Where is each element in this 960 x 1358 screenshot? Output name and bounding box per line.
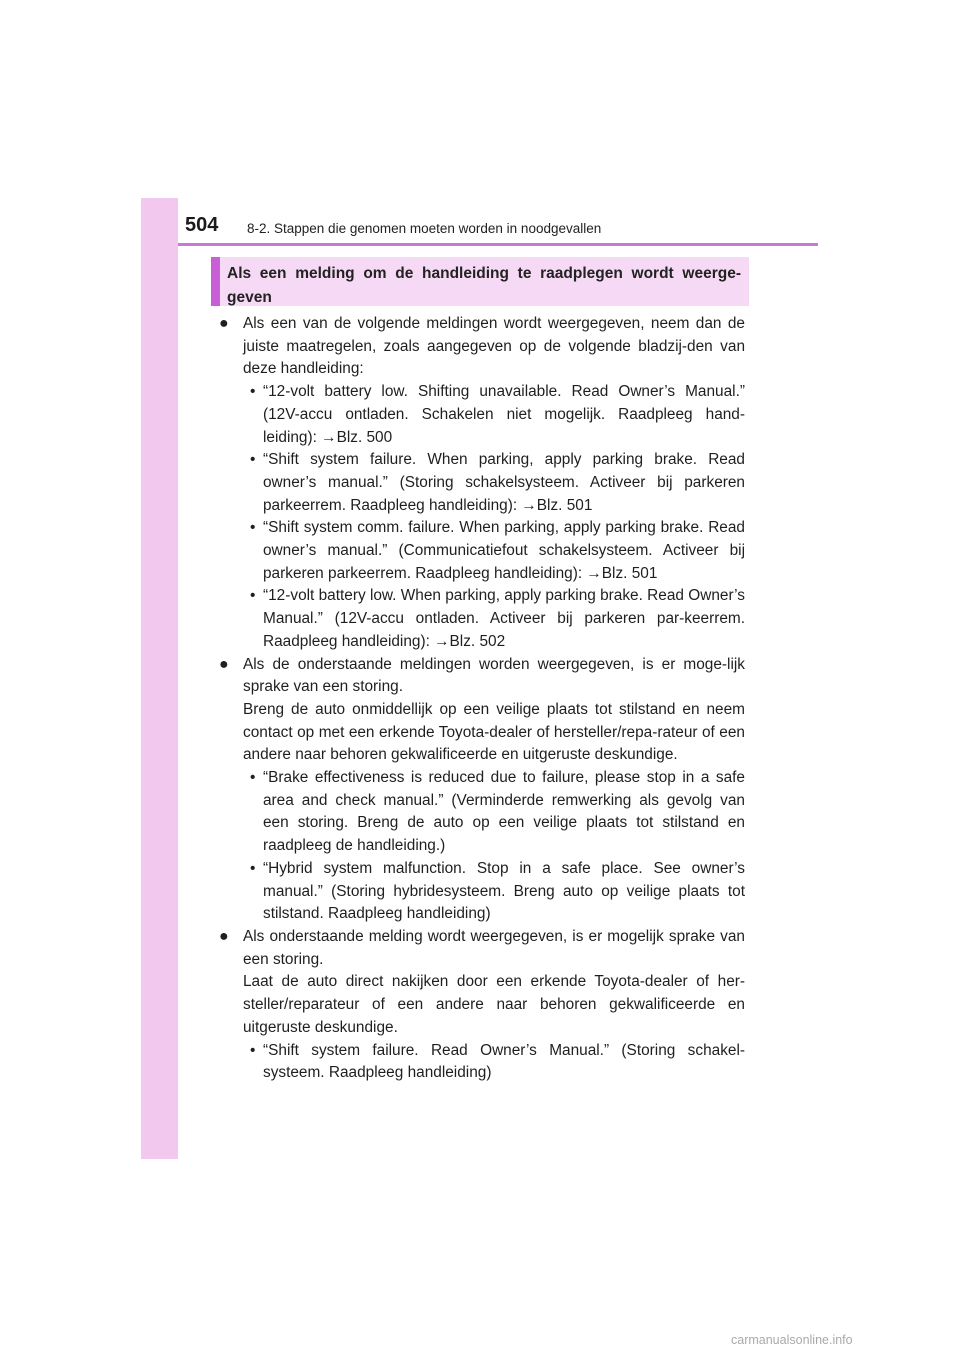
content-body [219,313,745,1085]
subsection-heading: Als een melding om de handleiding te raadplegen wordt weerge-geven [211,257,749,306]
bullet-dot-icon: ● [219,315,229,332]
message-item: • “Hybrid system malfunction. Stop in a safe place. See owner’s manual.” (Storing hybridesysteem. Breng auto op veilige plaats tot stilstand. Raadpleeg handleiding) [250,859,745,923]
bullet-text: Als de onderstaande meldingen worden weergegeven, is er moge-lijk sprake van een storing. [243,655,745,696]
message-list [243,767,745,926]
bullet-text: Als onderstaande melding wordt weergegeven, is er mogelijk sprake van een storing. [243,927,745,968]
bullet-dot-icon: ● [219,927,229,945]
message-item: • “Brake effectiveness is reduced due to failure, please stop in a safe area and check manual.” (Verminderde remwerking als gevolg van een storing. Breng de auto op een veilige plaats tot stilstand en raadpleeg de handleiding.) [250,769,745,855]
header-rule [178,243,818,246]
message-list [243,381,745,653]
message-item: • “Shift system failure. When parking, apply parking brake. Read owner’s manual.” (Storing schakelsysteem. Activeer bij parkeren parkeerrem. Raadpleeg handleiding): →Blz. 501 [250,451,745,514]
side-tab-strip [141,198,178,1159]
bullet-item [219,313,745,654]
section-title: 8-2. Stappen die genomen moeten worden in noodgevallen [247,221,602,236]
message-item: • “Shift system comm. failure. When parking, apply parking brake. Read owner’s manual.” (Communicatiefout schakelsysteem. Activeer bij parkeren parkeerrem. Raadpleeg handleiding): →Blz. 501 [250,519,745,582]
bullet-item [219,926,745,1085]
message-item: • “12-volt battery low. Shifting unavailable. Read Owner’s Manual.” (12V-accu ontladen. Schakelen niet mogelijk. Raadpleeg hand-leiding): →Blz. 500 [250,383,745,446]
message-list [243,1040,745,1085]
message-item: • “Shift system failure. Read Owner’s Manual.” (Storing schakel-systeem. Raadpleeg handleiding) [250,1041,745,1082]
watermark: carmanualsonline.info [731,1333,853,1347]
bullet-dot-icon: ● [219,655,229,673]
bullet-item [219,654,745,926]
message-item: • “12-volt battery low. When parking, apply parking brake. Read Owner’s Manual.” (12V-accu ontladen. Activeer bij parkeren par-keerrem. Raadpleeg handleiding): →Blz. 502 [250,587,745,650]
bullet-text: Als een van de volgende meldingen wordt weergegeven, neem dan de juiste maatregelen, zoals aangegeven op de volgende bladzij-den van deze handleiding: [243,315,745,378]
page-number: 504 [185,214,219,236]
bullet-instruction: Breng de auto onmiddellijk op een veilige plaats tot stilstand en neem contact op met een erkende Toyota-dealer of hersteller/repa-rateur of een andere naar behoren gekwalificeerde en uitgeruste deskundige. [243,700,745,764]
bullet-instruction: Laat de auto direct nakijken door een erkende Toyota-dealer of her-steller/reparateur of een andere naar behoren gekwalificeerde en uitgeruste deskundige. [243,973,745,1036]
